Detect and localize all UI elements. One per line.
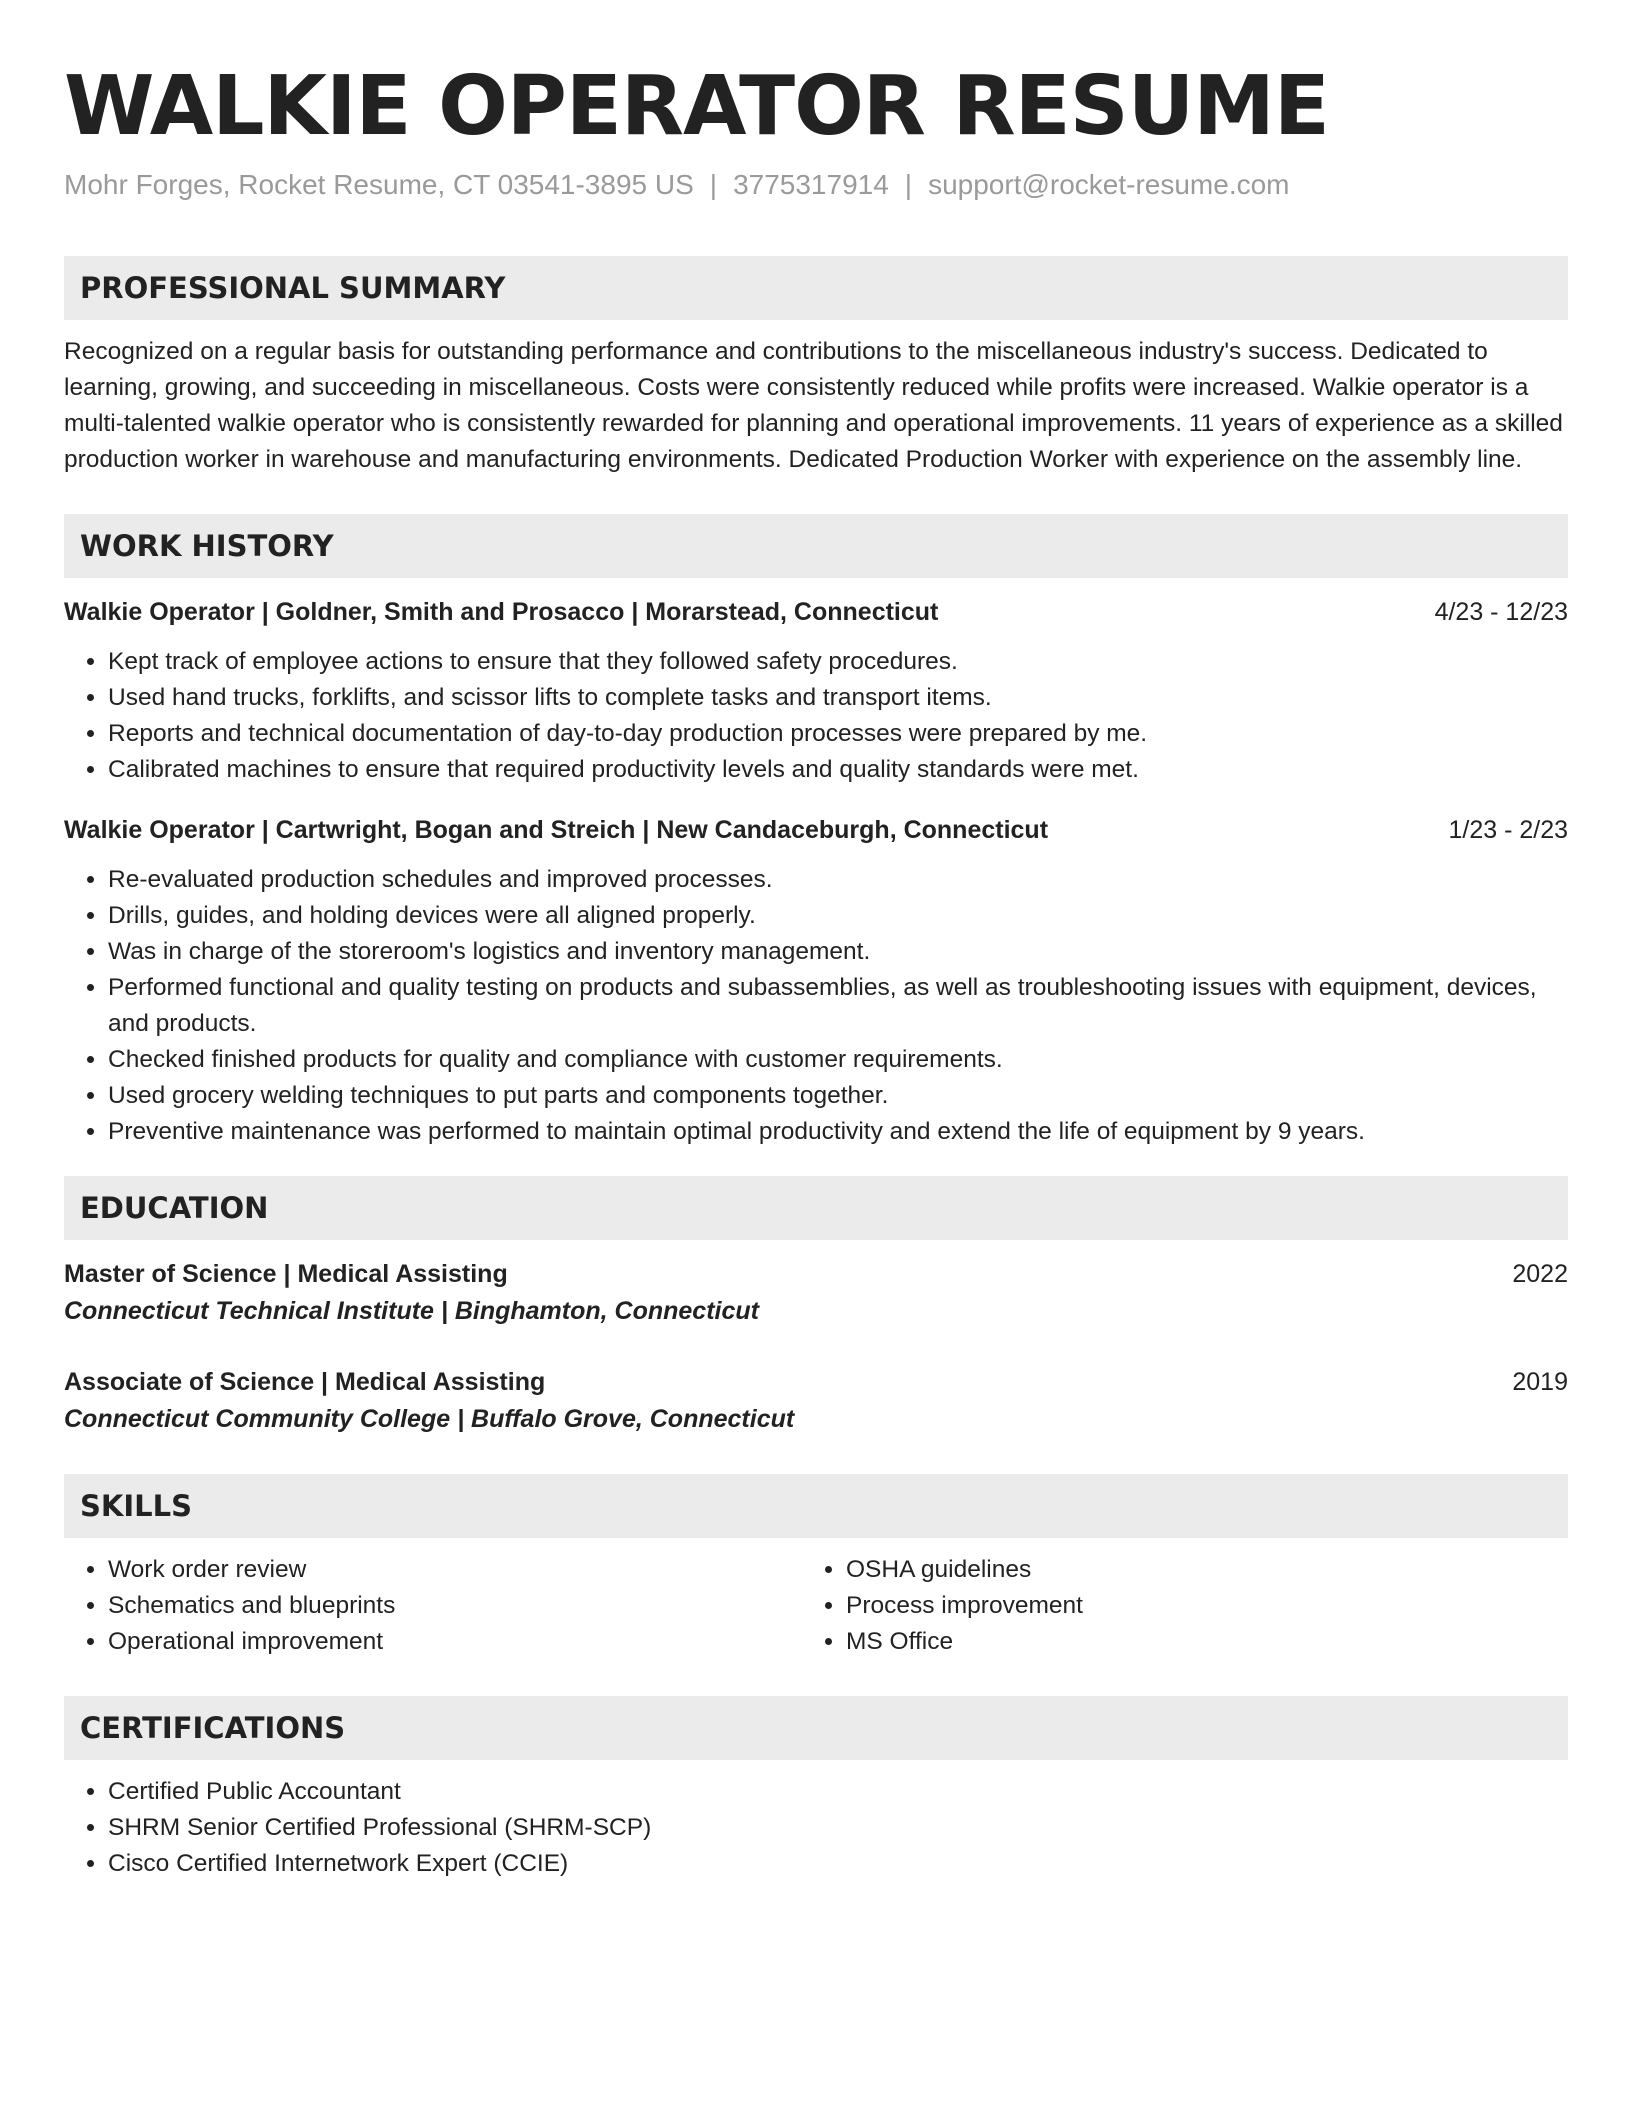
job-bullet: • Used hand trucks, forklifts, and scissor lifts to complete tasks and transport items.	[108, 680, 1568, 716]
education-degree: Associate of Science | Medical Assisting	[64, 1368, 546, 1396]
job-bullet: • Kept track of employee actions to ensure that they followed safety procedures.	[108, 644, 1568, 680]
job-header	[64, 594, 1568, 630]
job-bullet: • Was in charge of the storeroom's logistics and inventory management.	[108, 934, 1568, 970]
certification-item: • Certified Public Accountant	[108, 1774, 1568, 1810]
education-year: 2022	[1512, 1260, 1568, 1288]
job-title: Walkie Operator | Goldner, Smith and Prosacco | Morarstead, Connecticut	[64, 598, 939, 626]
certifications-list	[64, 1774, 1568, 1882]
certification-item: • SHRM Senior Certified Professional (SHRM-SCP)	[108, 1810, 1568, 1846]
job-bullet: • Reports and technical documentation of day-to-day production processes were prepared by me.	[108, 716, 1568, 752]
section-header-certifications: CERTIFICATIONS	[64, 1696, 1568, 1760]
contact-address: Mohr Forges, Rocket Resume, CT 03541-3895 US	[64, 169, 694, 200]
job-dates: 1/23 - 2/23	[1448, 816, 1568, 844]
job-bullet: • Checked finished products for quality and compliance with customer requirements.	[108, 1042, 1568, 1078]
skill-item: • Work order review	[108, 1552, 802, 1588]
skill-item: • Schematics and blueprints	[108, 1588, 802, 1624]
job-bullet: • Re-evaluated production schedules and improved processes.	[108, 862, 1568, 898]
job-bullets	[64, 862, 1568, 1150]
education-school: Connecticut Community College | Buffalo Grove, Connecticut	[64, 1405, 795, 1433]
contact-separator: |	[904, 169, 913, 200]
contact-phone: 3775317914	[733, 169, 889, 200]
job-header	[64, 812, 1568, 848]
section-header-work-history: WORK HISTORY	[64, 514, 1568, 578]
job-bullet: • Drills, guides, and holding devices were all aligned properly.	[108, 898, 1568, 934]
resume-title: WALKIE OPERATOR RESUME	[64, 59, 1329, 154]
skill-item: • Process improvement	[846, 1588, 1540, 1624]
skill-item: • OSHA guidelines	[846, 1552, 1540, 1588]
education-entry	[64, 1364, 1568, 1438]
section-header-skills: SKILLS	[64, 1474, 1568, 1538]
job-bullet: • Calibrated machines to ensure that required productivity levels and quality standards were met.	[108, 752, 1568, 788]
certification-item: • Cisco Certified Internetwork Expert (CCIE)	[108, 1846, 1568, 1882]
education-entry	[64, 1256, 1568, 1330]
job-bullet: • Preventive maintenance was performed to maintain optimal productivity and extend the life of equipment by 9 years.	[108, 1114, 1568, 1150]
section-header-summary: PROFESSIONAL SUMMARY	[64, 256, 1568, 320]
job-dates: 4/23 - 12/23	[1434, 598, 1568, 626]
skill-item: • MS Office	[846, 1624, 1540, 1660]
job-entry	[64, 594, 1568, 788]
contact-line	[64, 166, 1568, 204]
education-header	[64, 1364, 1568, 1400]
skills-grid	[64, 1552, 1568, 1660]
summary-text: Recognized on a regular basis for outstanding performance and contributions to the miscellaneous industry's success. Dedicated to learning, growing, and succeeding in miscellaneous. Costs were consistently reduced while profits were increased. Walkie operator is a multi-talented walkie operator who is consistently rewarded for planning and operational improvements. 11 years of experience as a skilled production worker in warehouse and manufacturing environments. Dedicated Production Worker with experience on the assembly line.	[64, 338, 1563, 473]
skill-item: • Operational improvement	[108, 1624, 802, 1660]
job-title: Walkie Operator | Cartwright, Bogan and Streich | New Candaceburgh, Connecticut	[64, 816, 1049, 844]
education-year: 2019	[1512, 1368, 1568, 1396]
job-bullet: • Used grocery welding techniques to put parts and components together.	[108, 1078, 1568, 1114]
education-degree: Master of Science | Medical Assisting	[64, 1260, 508, 1288]
skills-column-left	[64, 1552, 802, 1660]
skills-column-right	[802, 1552, 1540, 1660]
section-header-education: EDUCATION	[64, 1176, 1568, 1240]
contact-separator: |	[709, 169, 718, 200]
job-entry	[64, 812, 1568, 1150]
contact-email: support@rocket-resume.com	[928, 169, 1290, 200]
job-bullets	[64, 644, 1568, 788]
education-school: Connecticut Technical Institute | Binghamton, Connecticut	[64, 1297, 759, 1325]
job-bullet: • Performed functional and quality testing on products and subassemblies, as well as troubleshooting issues with equipment, devices, and products.	[108, 970, 1568, 1042]
education-header	[64, 1256, 1568, 1292]
